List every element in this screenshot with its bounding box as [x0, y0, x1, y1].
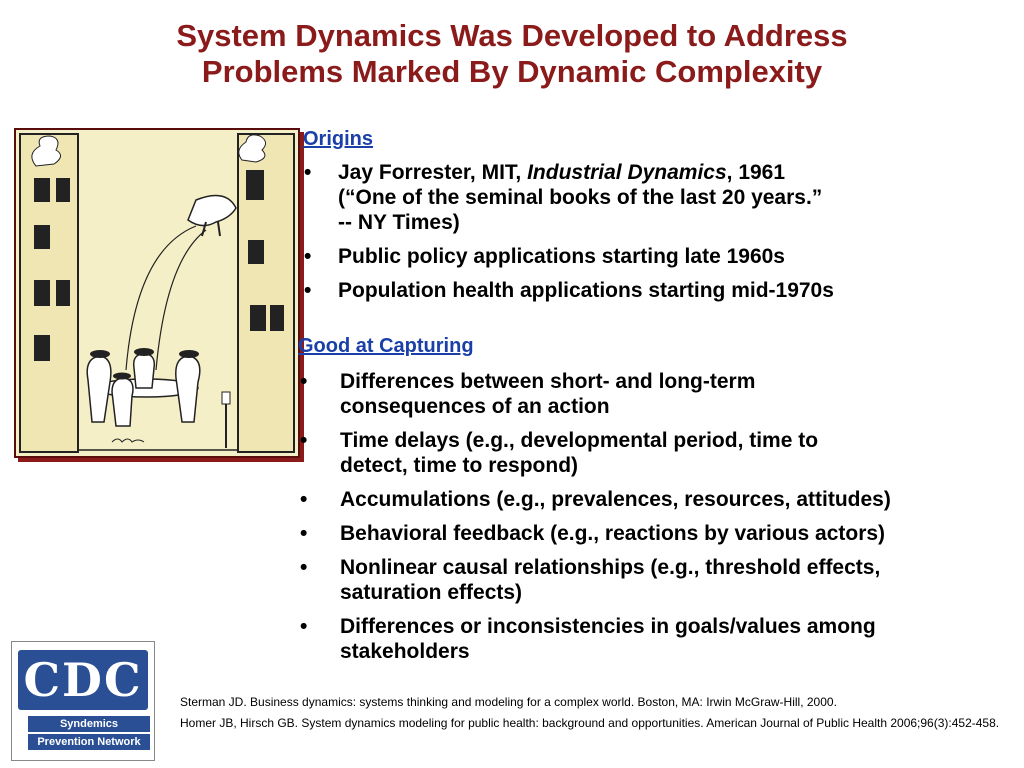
bullet: •	[300, 370, 308, 393]
bullet: •	[300, 488, 308, 511]
list-item	[300, 244, 1000, 269]
cartoon-illustration	[14, 128, 300, 458]
title-line-1: System Dynamics Was Developed to Address	[176, 18, 848, 53]
list-item	[296, 428, 1016, 478]
cdc-logo	[11, 641, 155, 761]
capturing-text: Time delays (e.g., developmental period, time to	[340, 429, 819, 452]
origins-heading: Origins	[303, 128, 374, 150]
slide-title	[0, 18, 1024, 90]
capturing-text: Nonlinear causal relationships (e.g., threshold effects,	[340, 556, 881, 579]
list-item	[296, 521, 1016, 546]
list-item	[296, 614, 1016, 664]
cartoon-drawing	[16, 130, 298, 456]
cdc-wordmark: CDC	[18, 650, 148, 710]
capturing-text: Differences between short- and long-term	[340, 370, 756, 393]
book-title: Industrial Dynamics	[527, 161, 727, 184]
title-line-2: Problems Marked By Dynamic Complexity	[201, 54, 823, 89]
list-item	[296, 487, 1016, 512]
capturing-text-cont: consequences of an action	[340, 395, 610, 418]
origin-year: , 1961	[726, 161, 786, 184]
origin-source: -- NY Times)	[338, 211, 460, 234]
origins-list	[300, 160, 1000, 312]
origin-text: Population health applications starting mid-1970s	[338, 279, 834, 302]
bullet: •	[304, 161, 312, 184]
references	[180, 694, 1000, 736]
origin-text: Jay Forrester, MIT,	[338, 161, 528, 184]
bullet: •	[304, 279, 312, 302]
capturing-text: Accumulations (e.g., prevalences, resources, attitudes)	[340, 488, 891, 511]
list-item	[296, 369, 1016, 419]
bullet: •	[300, 522, 308, 545]
capturing-list	[296, 369, 1016, 673]
capturing-text-cont: stakeholders	[340, 640, 470, 663]
bullet: •	[300, 429, 308, 452]
list-item	[296, 555, 1016, 605]
capturing-text: Behavioral feedback (e.g., reactions by various actors)	[340, 522, 886, 545]
capturing-text-cont: detect, time to respond)	[340, 454, 579, 477]
capturing-heading: Good at Capturing	[298, 335, 474, 357]
list-item	[300, 160, 1000, 235]
bullet: •	[300, 556, 308, 579]
origin-quote: (“One of the seminal books of the last 20 years.”	[338, 186, 823, 209]
logo-syndemics: Syndemics	[28, 716, 150, 732]
bullet: •	[300, 615, 308, 638]
list-item	[300, 278, 1000, 303]
capturing-text: Differences or inconsistencies in goals/values among	[340, 615, 876, 638]
origin-text: Public policy applications starting late 1960s	[338, 245, 785, 268]
capturing-text-cont: saturation effects)	[340, 581, 523, 604]
bullet: •	[304, 245, 312, 268]
reference-item: Sterman JD. Business dynamics: systems thinking and modeling for a complex world. Boston, MA: Irwin McGraw-Hill, 2000.	[180, 695, 837, 709]
logo-prevention-network: Prevention Network	[28, 734, 150, 750]
reference-item: Homer JB, Hirsch GB. System dynamics modeling for public health: background and opportunities. American Journal of Public Health 2006;96(3):452-458.	[180, 716, 1000, 730]
